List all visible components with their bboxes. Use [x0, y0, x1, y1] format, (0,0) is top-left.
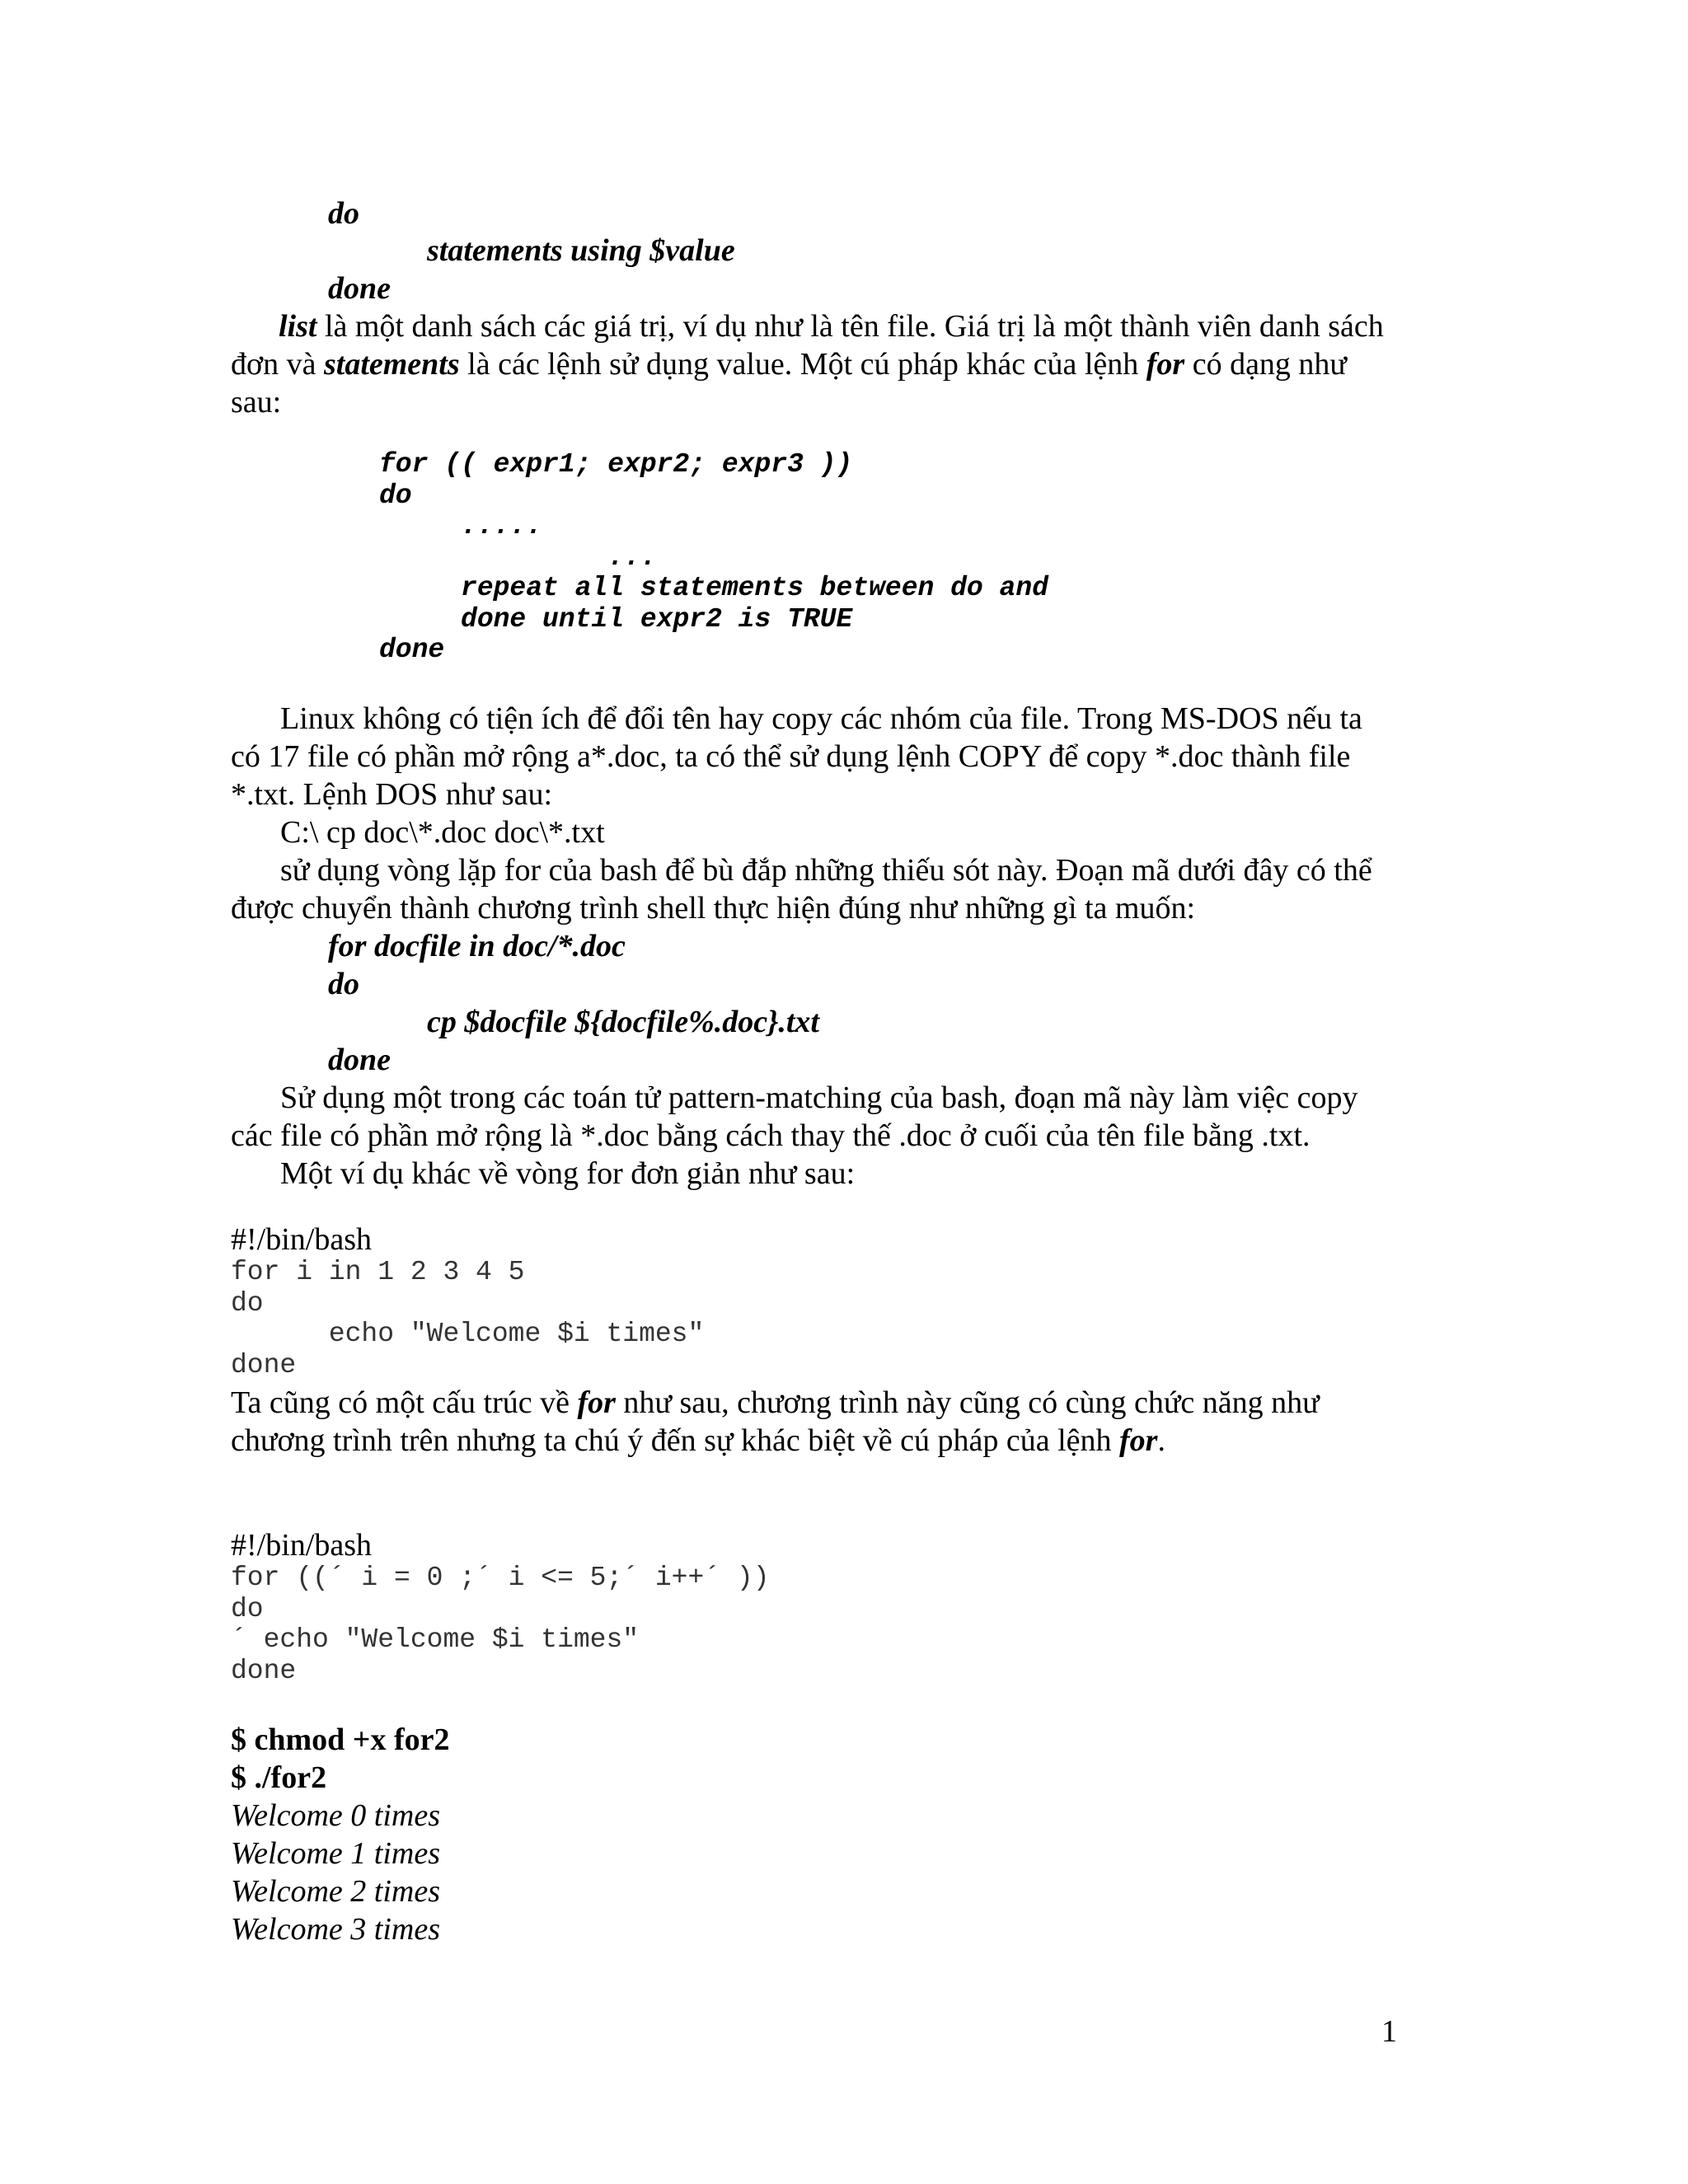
keyword-for: for: [577, 1385, 616, 1420]
syntax2-line: do: [379, 480, 412, 511]
script2-code-line: do: [231, 1594, 264, 1624]
para2-line5: sử dụng vòng lặp for của bash để bù đắp những thiếu sót này. Đoạn mã dưới đây có thể: [280, 853, 1372, 888]
para3-line1: Sử dụng một trong các toán tử pattern-matching của bash, đoạn mã này làm việc copy: [280, 1080, 1358, 1115]
para4-line1: Ta cũng có một cấu trúc về for như sau, chương trình này cũng có cùng chức năng như: [231, 1385, 1320, 1420]
syntax-do: do: [328, 196, 359, 231]
keyword-for: for: [1146, 347, 1185, 382]
syntax2-line: for (( expr1; expr2; expr3 )): [379, 449, 853, 480]
output-line: Welcome 0 times: [231, 1798, 440, 1833]
command-line: $ chmod +x for2: [231, 1722, 450, 1757]
keyword-for: for: [1119, 1423, 1158, 1458]
keyword-list: list: [279, 309, 317, 344]
output-line: Welcome 3 times: [231, 1912, 440, 1947]
script1-code-line: for i in 1 2 3 4 5: [231, 1257, 525, 1287]
page-number: 1: [1381, 2014, 1397, 2049]
script2-code-line: ´ echo "Welcome $i times": [231, 1624, 640, 1655]
para2-line4: C:\ cp doc\*.doc doc\*.txt: [280, 815, 605, 850]
keyword-statements: statements: [323, 347, 460, 382]
syntax2-line: done: [379, 635, 445, 665]
output-line: Welcome 2 times: [231, 1874, 440, 1909]
script2-shebang: #!/bin/bash: [231, 1528, 372, 1563]
para1-line2: đơn và statements là các lệnh sử dụng value. Một cú pháp khác của lệnh for có dạng như: [231, 347, 1348, 382]
para2-line6: được chuyển thành chương trình shell thực hiện đúng như những gì ta muốn:: [231, 891, 1196, 926]
para3-line2: các file có phần mở rộng là *.doc bằng cách thay thế .doc ở cuối của tên file bằng .txt.: [231, 1118, 1311, 1153]
para3-line3: Một ví dụ khác về vòng for đơn giản như sau:: [280, 1156, 856, 1191]
example1-line4: done: [328, 1043, 391, 1077]
output-line: Welcome 1 times: [231, 1836, 440, 1871]
syntax2-line: repeat all statements between do and: [379, 573, 1048, 603]
syntax2-line: done until expr2 is TRUE: [379, 604, 853, 635]
para2-line2: có 17 file có phần mở rộng a*.doc, ta có thể sử dụng lệnh COPY để copy *.doc thành file: [231, 739, 1351, 774]
example1-line3: cp $docfile ${docfile%.doc}.txt: [427, 1005, 819, 1039]
para1-line3: sau:: [231, 385, 282, 419]
example1-line2: do: [328, 967, 359, 1001]
syntax-done: done: [328, 271, 391, 306]
example1-line1: for docfile in doc/*.doc: [328, 929, 626, 963]
para4-line2: chương trình trên nhưng ta chú ý đến sự khác biệt về cú pháp của lệnh for.: [231, 1423, 1165, 1458]
syntax-statements: statements using $value: [427, 233, 735, 268]
script2-code-line: done: [231, 1656, 297, 1686]
script1-shebang: #!/bin/bash: [231, 1222, 372, 1257]
syntax2-line: ...: [379, 542, 657, 573]
para2-line1: Linux không có tiện ích để đổi tên hay copy các nhóm của file. Trong MS-DOS nếu ta: [280, 701, 1362, 736]
command-line: $ ./for2: [231, 1760, 327, 1795]
script2-code-line: for ((´ i = 0 ;´ i <= 5;´ i++´ )): [231, 1563, 770, 1593]
syntax2-line: .....: [379, 511, 543, 541]
script1-code-line: echo "Welcome $i times": [231, 1319, 705, 1349]
para2-line3: *.txt. Lệnh DOS như sau:: [231, 777, 553, 812]
script1-code-line: do: [231, 1288, 264, 1319]
script1-code-line: done: [231, 1350, 297, 1380]
para1-line1: list là một danh sách các giá trị, ví dụ như là tên file. Giá trị là một thành viên danh sách: [279, 309, 1384, 344]
